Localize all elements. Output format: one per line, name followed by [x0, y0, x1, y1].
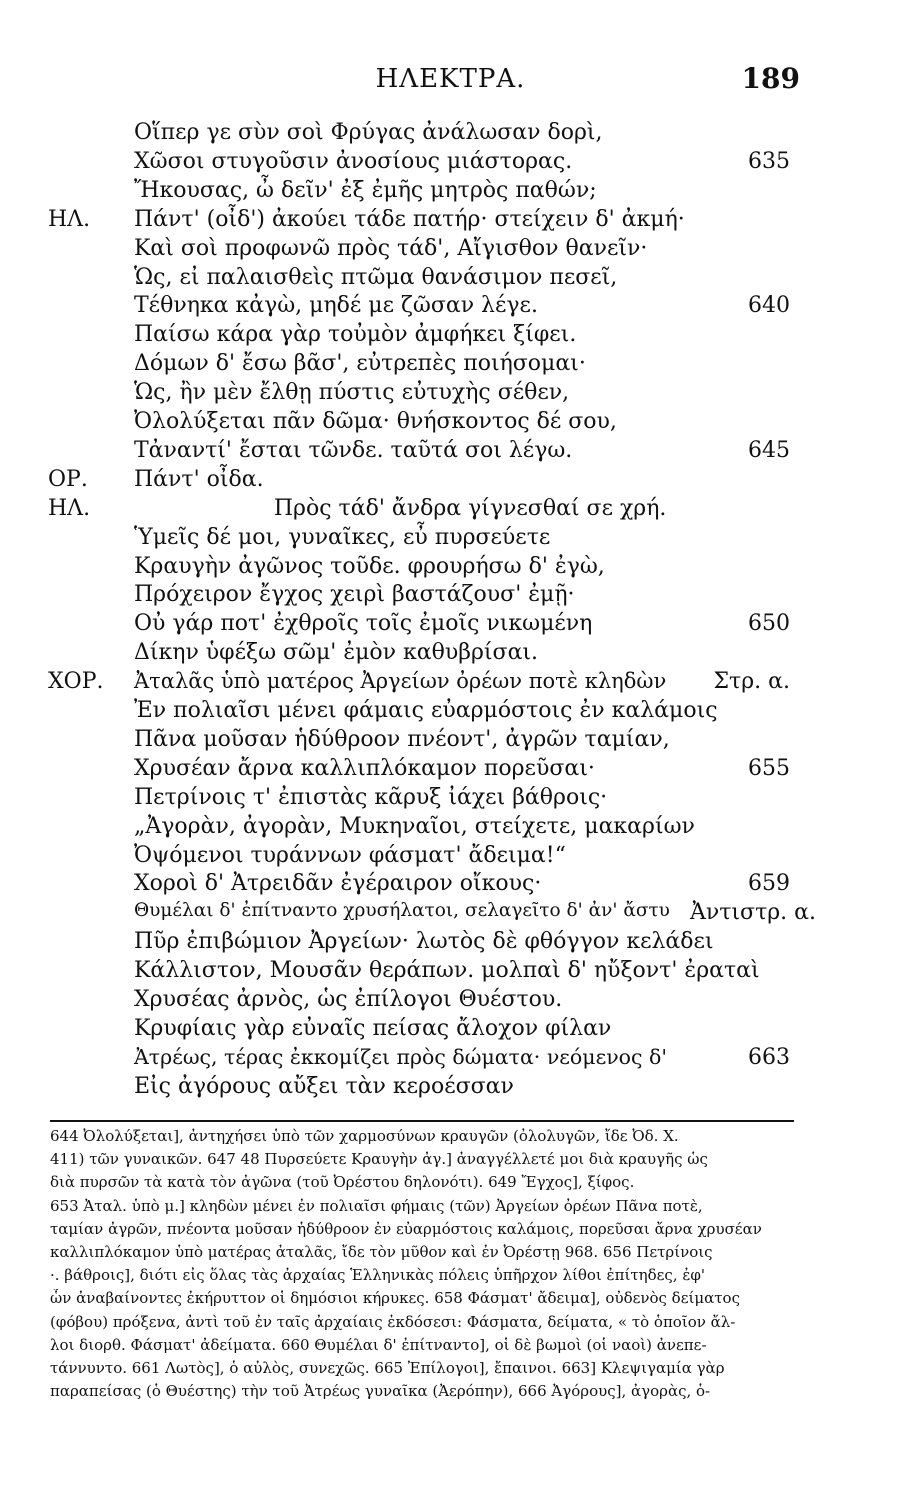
verse-text: Οὐ γάρ ποτ' ἐχθροῖς τοῖς ἐμοῖς νικωμένη — [134, 611, 593, 637]
verse-text: Κραυγὴν ἀγῶνος τοῦδε. φρουρήσω δ' ἐγὼ, — [134, 553, 605, 579]
footnote-line — [50, 1336, 794, 1360]
verse-text: Ὡς, ἢν μὲν ἔλθῃ πύστις εὐτυχὴς σέθεν, — [134, 380, 570, 406]
footnote-line — [50, 1289, 794, 1313]
verse-text: Χῶσοι στυγοῦσιν ἀνοσίους μιάστορας. — [134, 148, 573, 174]
verse-text: Εἰς ἀγόρους αὔξει τὰν κεροέσσαν — [134, 1073, 514, 1099]
footnote-line — [50, 1266, 794, 1290]
footnote-text: ὧν ἀναβαίνοντες ἐκήρυττον οἱ δημόσιοι κήρυκες. 658 Φάσματ' ἄδειμα], οὐδενὸς δείματος — [50, 1289, 740, 1308]
verse-text: Χρυσέαν ἄρνα καλλιπλόκαμον πορεῦσαι· — [134, 755, 595, 781]
line-number: 663 — [748, 1044, 790, 1070]
footnote-text: 644 Ὀλολύξεται], ἀντηχήσει ὑπὸ τῶν χαρμοσύνων κραυγῶν (ὀλολυγῶν, ἴδε Ὀδ. Χ. — [50, 1127, 679, 1145]
footnote-text: παραπείσας (ὁ Θυέστης) τὴν τοῦ Ἀτρέως γυναῖκα (Ἀερόπην), 666 Ἀγόρους], ἀγορὰς, ὁ- — [50, 1382, 711, 1401]
speaker-label: ΗΛ. — [48, 206, 91, 232]
verse-text: Ἀταλᾶς ὑπὸ ματέρος Ἀργείων ὀρέων ποτὲ κληδὼν — [134, 669, 667, 694]
verse-text: Χρυσέας ἀρνὸς, ὡς ἐπίλογοι Θυέστου. — [134, 987, 563, 1012]
verse-text: Κάλλιστον, Μουσᾶν θεράπων. μολπαὶ δ' ηὔξοντ' ἐραταὶ — [134, 958, 760, 984]
verse-text: Ἐν πολιαῖσι μένει φάμαις εὐαρμόστοις ἐν καλάμοις — [134, 698, 718, 723]
footnote-line — [50, 1382, 794, 1406]
verse-text: Δίκην ὑφέξω σῶμ' ἐμὸν καθυβρίσαι. — [134, 640, 539, 666]
footnote-line — [50, 1220, 794, 1244]
verse-text: Χοροὶ δ' Ἀτρειδᾶν ἐγέραιρον οἴκους· — [134, 871, 542, 897]
line-number: 650 — [748, 611, 790, 637]
footnote-line — [50, 1243, 794, 1267]
footnote-text: καλλιπλόκαμον ὑπὸ ματέρας ἀταλᾶς, ἴδε τὸν μῦθον καὶ ἐν Ὀρέστῃ 968. 656 Πετρίνοις — [50, 1243, 713, 1261]
verse-text: Ὀψόμενοι τυράννων φάσματ' ἄδειμα!“ — [134, 842, 566, 868]
verse-text: Δόμων δ' ἔσω βᾶσ', εὐτρεπὲς ποιήσομαι· — [134, 351, 586, 377]
verse-text: Ἀτρέως, τέρας ἐκκομίζει πρὸς δώματα· νεόμενος δ' — [134, 1044, 667, 1069]
speaker-label: ΟΡ. — [48, 466, 88, 492]
verse-text: „Ἀγορὰν, ἀγορὰν, Μυκηναῖοι, στείχετε, μακαρίων — [134, 813, 695, 839]
verse-text: Τέθνηκα κἀγὼ, μηδέ με ζῶσαν λέγε. — [134, 293, 538, 319]
line-number: 635 — [748, 148, 790, 174]
line-number: 655 — [748, 755, 790, 781]
footnote-line — [50, 1313, 794, 1337]
verse-text: Πάντ' οἶδα. — [134, 466, 264, 492]
verse-text: Οἵπερ γε σὺν σοὶ Φρύγας ἀνάλωσαν δορὶ, — [134, 120, 603, 145]
footnote-line — [50, 1150, 794, 1174]
verse-text: Πρόχειρον ἔγχος χειρὶ βαστάζουσ' ἐμῇ· — [134, 582, 575, 608]
verse-text: Πρὸς τάδ' ἄνδρα γίγνεσθαί σε χρή. — [134, 495, 667, 521]
speaker-label: ΗΛ. — [48, 495, 91, 521]
footnote-line — [50, 1173, 794, 1197]
footnote-divider — [50, 1120, 794, 1122]
footnote-text: τάννυντο. 661 Λωτὸς], ὁ αὐλὸς, συνεχῶς. 665 Ἐπίλογοι], ἔπαινοι. 663] Κλεψιγαμία γὰρ — [50, 1359, 725, 1377]
footnote-line — [50, 1127, 794, 1151]
footnote-text: διὰ πυρσῶν τὰ κατὰ τὸν ἀγῶνα (τοῦ Ὀρέστου δηλονότι). 649 Ἔγχος], ξίφος. — [50, 1173, 635, 1192]
verse-text: Πάντ' (οἶδ') ἀκούει τάδε πατήρ· στείχειν δ' ἀκμή· — [134, 206, 685, 232]
verse-text: Ὀλολύξεται πᾶν δῶμα· θνήσκοντος δέ σου, — [134, 409, 617, 434]
verse-text: Ὡς, εἰ παλαισθεὶς πτῶμα θανάσιμον πεσεῖ, — [134, 264, 618, 290]
verse-text: Πῦρ ἐπιβώμιον Ἀργείων· λωτὸς δὲ φθόγγον κελάδει — [134, 929, 714, 955]
footnote-text: ·. βάθροις], διότι εἰς ὅλας τὰς ἀρχαίας Ἑλληνικὰς πόλεις ὑπῆρχον λίθοι ἐπίτηδες, ἐφ' — [50, 1266, 706, 1285]
footnote-line — [50, 1359, 794, 1383]
footnote-line — [50, 1197, 794, 1221]
footnote-text: 411) τῶν γυναικῶν. 647 48 Πυρσεύετε Κραυγὴν ἀγ.] ἀναγγέλλετέ μοι διὰ κραυγῆς ὡς — [50, 1150, 708, 1169]
line-number: 645 — [748, 437, 790, 463]
verse-text: Τἀναντί' ἔσται τῶνδε. ταῦτά σοι λέγω. — [134, 437, 573, 463]
running-header-title: ΗΛΕΚΤΡΑ. — [375, 64, 526, 94]
strophe-label: Ἀντιστρ. α. — [690, 900, 817, 926]
strophe-label: Στρ. α. — [713, 669, 790, 695]
speaker-label: ΧΟΡ. — [48, 669, 104, 695]
verse-text: Θυμέλαι δ' ἐπίτναντο χρυσήλατοι, σελαγεῖτο δ' ἀν' ἄστυ — [134, 900, 670, 922]
verse-text: Πᾶνα μοῦσαν ἡδύθροον πνέοντ', ἀγρῶν ταμίαν, — [134, 726, 670, 752]
verse-text: Καὶ σοὶ προφωνῶ πρὸς τάδ', Αἴγισθον θανεῖν· — [134, 235, 648, 261]
verse-text: Κρυφίαις γὰρ εὐναῖς πείσας ἄλοχον φίλαν — [134, 1015, 612, 1041]
verse-text: Ὑμεῖς δέ μοι, γυναῖκες, εὖ πυρσεύετε — [134, 524, 551, 550]
page-number: 189 — [741, 62, 800, 95]
footnote-text: (φόβου) πρόξενα, ἀντὶ τοῦ ἐν ταῖς ἀρχαίαις ἐκδόσεσι: Φάσματα, δείματα, « τὸ ὁποῖον ἄλ- — [50, 1312, 736, 1331]
footnote-text: ταμίαν ἀγρῶν, πνέοντα μοῦσαν ἡδύθροον ἐν εὐαρμόστοις καλάμοις, πορεῦσαι ἄρνα χρυσέαν — [50, 1219, 762, 1238]
verse-text: Παίσω κάρα γὰρ τοὐμὸν ἀμφήκει ξίφει. — [134, 322, 577, 348]
footnote-text: λοι διορθ. Φάσματ' ἀδείματα. 660 Θυμέλαι δ' ἐπίτναντο], οἱ δὲ βωμοὶ (οἱ ναοὶ) ἀνεπε- — [50, 1335, 707, 1354]
footnote-text: 653 Ἀταλ. ὑπὸ μ.] κληδὼν μένει ἐν πολιαῖσι φήμαις (τῶν) Ἀργείων ὀρέων Πᾶνα ποτὲ, — [50, 1196, 703, 1215]
verse-text: Ἤκουσας, ὦ δεῖν' ἐξ ἐμῆς μητρὸς παθών; — [134, 177, 597, 203]
line-number: 659 — [748, 871, 790, 897]
verse-text: Πετρίνοις τ' ἐπιστὰς κᾶρυξ ἰάχει βάθροις· — [134, 784, 608, 810]
line-number: 640 — [748, 293, 790, 319]
verse-line — [0, 1074, 901, 1108]
